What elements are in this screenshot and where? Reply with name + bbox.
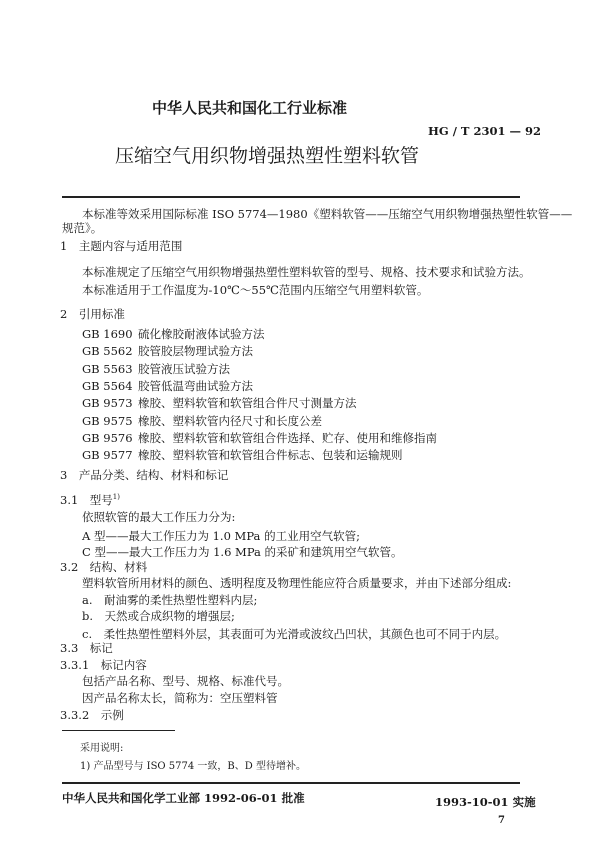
- reference-item: [82, 431, 437, 445]
- subsection-heading: 3.3.2 示例: [60, 708, 124, 722]
- paragraph: 本标准适用于工作温度为-10℃～55℃范围内压缩空气用塑料软管。: [82, 283, 429, 297]
- paragraph: 依照软管的最大工作压力分为:: [82, 510, 236, 524]
- paragraph: A 型——最大工作压力为 1.0 MPa 的工业用空气软管;: [82, 529, 360, 543]
- reference-item: [82, 327, 265, 341]
- subsection-heading: 3.2 结构、材料: [60, 560, 148, 574]
- ministry-standard-heading: 中华人民共和国化工行业标准: [152, 99, 348, 117]
- reference-code: GB 9577: [82, 448, 133, 463]
- reference-title: 橡胶、塑料软管和软管组合件标志、包装和运输规则: [138, 448, 403, 463]
- reference-code: GB 5564: [82, 378, 133, 393]
- section-heading: 2 引用标准: [60, 307, 125, 321]
- reference-item: [82, 344, 253, 358]
- reference-code: GB 5562: [82, 344, 133, 359]
- paragraph: 因产品名称太长，简称为：空压塑料管: [82, 691, 278, 705]
- footnote-text: 1) 产品型号与 ISO 5774 一致，B、D 型待增补。: [80, 761, 306, 772]
- implementation-date: 1993-10-01 实施: [435, 795, 536, 809]
- paragraph: 本标准规定了压缩空气用织物增强热塑性塑料软管的型号、规格、技术要求和试验方法。: [82, 265, 531, 279]
- standard-number: HG / T 2301 — 92: [428, 124, 541, 138]
- reference-code: GB 5563: [82, 361, 133, 376]
- preamble-line: 本标准等效采用国际标准 ISO 5774—1980《塑料软管——压缩空气用织物增强热塑性软管——: [82, 207, 573, 221]
- reference-item: [82, 362, 230, 376]
- subsection-title: 3.1 型号: [60, 492, 113, 507]
- reference-code: GB 9575: [82, 413, 133, 428]
- footnote-title: 采用说明:: [80, 743, 124, 754]
- reference-item: [82, 448, 403, 462]
- approval-text: 中华人民共和国化学工业部 1992-06-01 批准: [62, 791, 305, 805]
- list-item: b. 天然或合成织物的增强层;: [82, 609, 235, 623]
- footnote-ref[interactable]: 1): [112, 493, 120, 501]
- reference-title: 胶管胶层物理试验方法: [138, 344, 253, 359]
- header-rule: [62, 196, 520, 198]
- preamble-line: 规范》。: [62, 221, 103, 235]
- document-title: 压缩空气用织物增强热塑性塑料软管: [115, 145, 420, 167]
- reference-title: 橡胶、塑料软管内径尺寸和长度公差: [138, 413, 322, 428]
- subsection-heading: [60, 490, 120, 507]
- reference-code: GB 1690: [82, 327, 133, 341]
- paragraph: 塑料软管所用材料的颜色、透明程度及物理性能应符合质量要求，并由下述部分组成:: [82, 576, 512, 590]
- reference-code: GB 9576: [82, 430, 133, 445]
- subsection-heading: 3.3 标记: [60, 641, 113, 655]
- list-item: a. 耐油雾的柔性热塑性塑料内层;: [82, 593, 258, 607]
- footer-rule: [62, 782, 520, 784]
- footnote-rule: [62, 730, 175, 731]
- paragraph: 包括产品名称、型号、规格、标准代号。: [82, 674, 289, 688]
- reference-item: [82, 414, 322, 428]
- reference-item: [82, 396, 357, 410]
- reference-title: 胶管液压试验方法: [138, 361, 230, 376]
- reference-title: 橡胶、塑料软管和软管组合件尺寸测量方法: [138, 396, 357, 411]
- reference-item: [82, 379, 253, 393]
- reference-title: 硫化橡胶耐液体试验方法: [138, 327, 265, 341]
- reference-code: GB 9573: [82, 396, 133, 411]
- subsection-heading: 3.3.1 标记内容: [60, 658, 147, 672]
- list-item: c. 柔性热塑性塑料外层，其表面可为光滑或波纹凸凹状，其颜色也可不同于内层。: [82, 627, 507, 641]
- page-number: 7: [498, 815, 505, 826]
- section-heading: 1 主题内容与适用范围: [60, 239, 183, 253]
- section-heading: 3 产品分类、结构、材料和标记: [60, 468, 229, 482]
- reference-title: 胶管低温弯曲试验方法: [138, 378, 253, 393]
- reference-title: 橡胶、塑料软管和软管组合件选择、贮存、使用和维修指南: [138, 430, 437, 445]
- paragraph: C 型——最大工作压力为 1.6 MPa 的采矿和建筑用空气软管。: [82, 545, 403, 559]
